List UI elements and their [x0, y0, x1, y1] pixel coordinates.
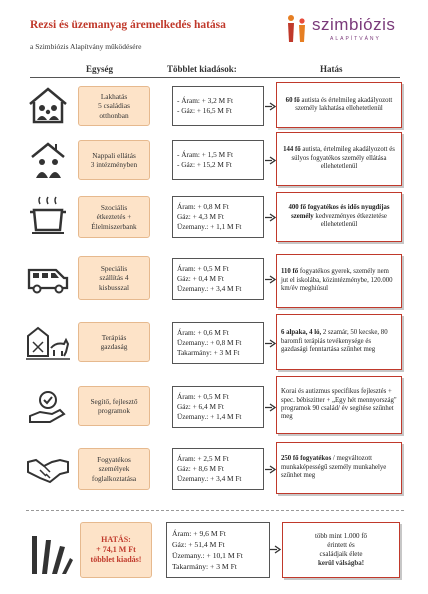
arrow-icon [265, 275, 276, 284]
arrow-icon [265, 339, 276, 348]
costs-programok [172, 386, 264, 428]
summary-total [80, 522, 152, 578]
impact-nappali [276, 132, 402, 186]
cost-line: Áram: + 0,5 M Ft [177, 391, 229, 401]
arrow-icon [265, 102, 276, 111]
impact-text: autista és értelmileg akadályozott személy lakhatása ellehetetlenül [295, 96, 393, 112]
impact-foglalkoztatas [276, 442, 402, 494]
summary-amount: + 74,1 M Ft [96, 545, 136, 554]
logo-wordmark: szimbiózis [312, 15, 396, 34]
costs-gazdasag [172, 322, 264, 364]
cost-line: - Áram: + 3,2 M Ft [177, 95, 234, 105]
impact-text: fogyatékos gyerek, személy nem jut el iskolába, közintézménybe, 120.000 km/év meghiúsul [281, 268, 393, 293]
header-divider [30, 77, 400, 78]
cost-line: Gáz: + 6,4 M Ft [177, 401, 224, 411]
impact-szallitas [276, 254, 402, 308]
unit-lakhatas: Lakhatás 5 családias otthonban [78, 86, 150, 126]
unit-programok: Segítő, fejlesztő programok [78, 386, 150, 426]
cost-line: Takarmány: + 3 M Ft [172, 562, 237, 571]
cost-line: Áram: + 0,6 M Ft [177, 327, 229, 337]
impact-highlight: 110 fő [281, 268, 299, 276]
cost-line: Üzemany.: + 1,1 M Ft [177, 222, 242, 232]
summary-impact-warning: kerül válságba! [317, 559, 365, 568]
impact-highlight: 400 fő fogyatékos és idős nyugdíjas személy [288, 204, 390, 220]
unit-foglalkoztatas: Fogyatékos személyek foglalkoztatása [78, 448, 150, 490]
header-costs: Többlet kiadások: [167, 64, 237, 74]
cost-line: Üzemany.: + 3,4 M Ft [177, 284, 242, 294]
page-title: Rezsi és üzemanyag áremelkedés hatása [30, 19, 226, 31]
arrow-icon [265, 403, 276, 412]
unit-gazdasag: Terápiás gazdaság [78, 322, 150, 362]
impact-text: 2 szamár, 50 kecske, 80 baromfi terápiás tevékenysége és gazdasági fenntartása szűnhet meg [281, 329, 388, 354]
unit-szallitas: Speciális szállítás 4 kisbusszal [78, 256, 150, 300]
cost-line: Áram: + 0,5 M Ft [177, 263, 229, 273]
impact-lakhatas [276, 82, 402, 128]
impact-highlight: 60 fő [285, 96, 300, 104]
unit-nappali: Nappali ellátás 3 intézményben [78, 140, 150, 180]
impact-highlight: 250 fő fogyatékos [281, 455, 332, 463]
handshake-icon [26, 448, 70, 488]
summary-label-2: többlet kiadás! [90, 555, 142, 564]
costs-nappali [172, 140, 264, 180]
arrow-icon [270, 545, 281, 554]
summary-costs [166, 522, 270, 578]
cost-line: Áram: + 0,8 M Ft [177, 201, 229, 211]
farm-icon [26, 322, 70, 362]
header-unit: Egység [86, 64, 113, 74]
costs-szallitas [172, 258, 264, 300]
cost-line: Gáz: + 4,3 M Ft [177, 211, 224, 221]
helping-hand-icon [26, 386, 70, 426]
cost-line: Üzemany.: + 10,1 M Ft [172, 551, 243, 560]
cost-line: Gáz: + 0,4 M Ft [177, 273, 224, 283]
cost-line: Áram: + 2,5 M Ft [177, 453, 229, 463]
impact-text: autista, értelmileg akadályozott és súlyos fogyatékos személy ellátása ellehetetlenül [291, 146, 395, 171]
summary-impact-line: több mint 1.000 fő [314, 531, 368, 540]
cost-line: Takarmány: + 3 M Ft [177, 348, 240, 358]
cost-line: Gáz: + 8,6 M Ft [177, 463, 224, 473]
cost-line: Gáz: + 51,4 M Ft [172, 540, 225, 549]
logo-subtitle: ALAPÍTVÁNY [330, 36, 381, 42]
impact-highlight: 144 fő [283, 146, 301, 154]
cost-line: - Áram: + 1,5 M Ft [177, 149, 234, 159]
cost-line: Üzemany.: + 0,8 M Ft [177, 337, 242, 347]
cost-line: Áram: + 9,6 M Ft [172, 529, 226, 538]
arrow-icon [265, 213, 276, 222]
cost-line: Üzemany.: + 1,4 M Ft [177, 412, 242, 422]
impact-etkeztetes [276, 192, 402, 242]
summary-label: HATÁS: [101, 535, 131, 544]
summary-divider [26, 510, 404, 511]
cost-line: - Gáz: + 15,2 M Ft [177, 160, 232, 169]
summary-impact [282, 522, 400, 578]
costs-etkeztetes [172, 196, 264, 238]
day-care-icon [26, 140, 70, 180]
unit-etkeztetes: Szociális étkeztetés + Élelmiszerbank [78, 196, 150, 238]
cost-line: Üzemany.: + 3,4 M Ft [177, 474, 242, 484]
impact-text: / megváltozott munkaképességű személy munkahelye szűnhet meg [281, 455, 387, 480]
costs-lakhatas [172, 86, 264, 126]
van-icon [26, 258, 70, 298]
impact-programok [276, 376, 402, 434]
header-impact: Hatás [320, 64, 343, 74]
impact-highlight: 6 alpaka, 4 ló, [281, 329, 322, 337]
impact-gazdasag [276, 314, 402, 370]
cooking-pot-icon [26, 196, 70, 236]
costs-foglalkoztatas [172, 448, 264, 490]
page-subtitle: a Szimbiózis Alapítvány működésére [30, 42, 142, 51]
impact-text: Korai és autizmus specifikus fejlesztés + spec. bébiszitter + „Egy hét mennyország" programok 90 család/ év segítése szűnhet meg [281, 388, 397, 421]
house-family-icon [26, 86, 70, 126]
arrow-icon [265, 465, 276, 474]
arrow-icon [265, 156, 276, 165]
summary-impact-line: érintett és [327, 540, 355, 549]
cost-line: - Gáz: + 16,5 M Ft [177, 106, 232, 115]
impact-text: kedvezményes étkeztetése ellehetetlenül [313, 212, 387, 229]
falling-people-icon [26, 524, 74, 576]
summary-impact-line: családjaik élete [319, 550, 363, 558]
